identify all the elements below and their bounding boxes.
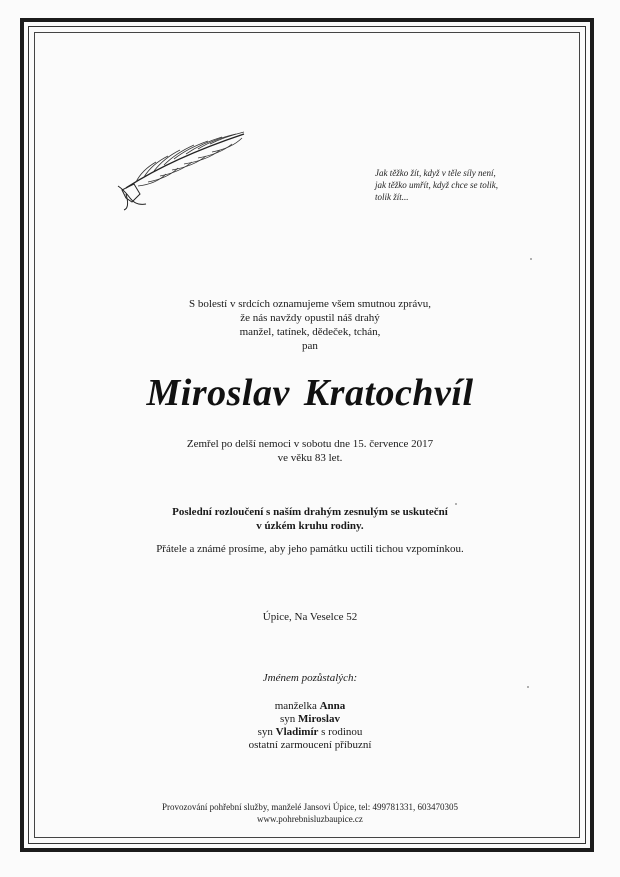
deceased-name — [0, 371, 620, 415]
death-notice — [0, 437, 620, 465]
poem-line: jak těžko umřít, když chce se tolik, — [375, 180, 498, 190]
family-member — [0, 700, 620, 713]
farewell-notice — [0, 505, 620, 533]
feather-icon — [112, 128, 252, 214]
speck — [455, 503, 457, 505]
speck — [530, 258, 532, 260]
footer-company: Provozování pohřební služby, manželé Jansovi Úpice, tel: 499781331, 603470305 — [161, 802, 459, 812]
speck — [527, 686, 529, 688]
family-member — [0, 713, 620, 726]
farewell-line: v úzkém kruhu rodiny. — [256, 520, 364, 532]
family-member — [0, 726, 620, 739]
member-name: Miroslav — [298, 713, 340, 725]
friends-request: Přátele a známé prosíme, aby jeho památku uctili tichou vzpomínkou. — [156, 543, 464, 555]
poem-verse — [375, 167, 555, 203]
farewell-line: Poslední rozloučení s naším drahým zesnulým se uskuteční — [172, 506, 448, 518]
first-name: Miroslav — [146, 372, 290, 414]
relation: syn — [280, 713, 296, 725]
poem-line: tolik žít... — [375, 192, 409, 202]
relation: manželka — [274, 700, 317, 712]
member-name: Vladimír — [275, 726, 319, 738]
intro-line: pan — [302, 340, 318, 352]
intro-line: že nás navždy opustil náš drahý — [240, 312, 380, 324]
member-name: Anna — [319, 700, 346, 712]
footer-website[interactable]: www.pohrebnisluzbaupice.cz — [257, 814, 363, 824]
footer — [0, 801, 620, 825]
relation: ostatní zarmoucení příbuzní — [248, 739, 372, 751]
poem-line: Jak těžko žít, když v těle síly není, — [375, 168, 496, 178]
family-list — [0, 700, 620, 752]
family-member — [0, 739, 620, 752]
age-line: ve věku 83 let. — [277, 452, 343, 464]
member-suffix: s rodinou — [321, 726, 363, 738]
announcement-intro — [0, 297, 620, 353]
death-line: Zemřel po delší nemoci v sobotu dne 15. července 2017 — [186, 438, 434, 450]
behalf-heading: Jménem pozůstalých: — [262, 672, 358, 684]
address: Úpice, Na Veselce 52 — [262, 611, 358, 623]
intro-line: S bolestí v srdcích oznamujeme všem smutnou zprávu, — [189, 298, 431, 310]
relation: syn — [257, 726, 273, 738]
intro-line: manžel, tatínek, dědeček, tchán, — [239, 326, 381, 338]
last-name: Kratochvíl — [303, 372, 474, 414]
